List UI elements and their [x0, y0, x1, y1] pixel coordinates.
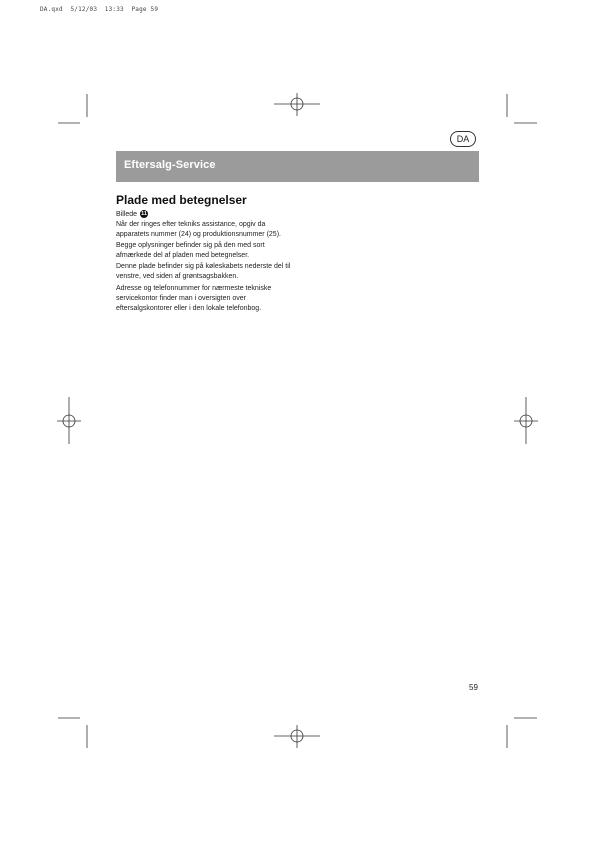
figure-reference: [116, 210, 148, 218]
section-header-bar: [116, 151, 479, 182]
print-slug-line: DA.qxd 5/12/03 13:33 Page 59: [40, 6, 159, 13]
figure-label: Billede: [116, 210, 138, 218]
paragraph: Adresse og telefonnummer for nærmeste tekniske servicekontor finder man i oversigten over eftersalgskontorer eller i den lokale telefonbog.: [116, 284, 272, 313]
paragraph: Når der ringes efter tekniks assistance, opgiv da apparatets nummer (24) og produktionsnummer (25). Begge oplysninger befinder sig på den med sort afmærkede del af pladen med betegnelser.: [116, 221, 281, 259]
page-heading: Plade med betegnelser: [116, 193, 247, 207]
language-badge: DA: [450, 131, 476, 147]
page-number: 59: [469, 683, 478, 692]
section-header-title: Eftersalg-Service: [124, 159, 216, 171]
figure-number-icon: 11: [141, 211, 147, 217]
paragraph: Denne plade befinder sig på køleskabets nederste del til venstre, ved siden af grøntsagsbakken.: [116, 263, 291, 281]
body-text: [116, 220, 292, 316]
